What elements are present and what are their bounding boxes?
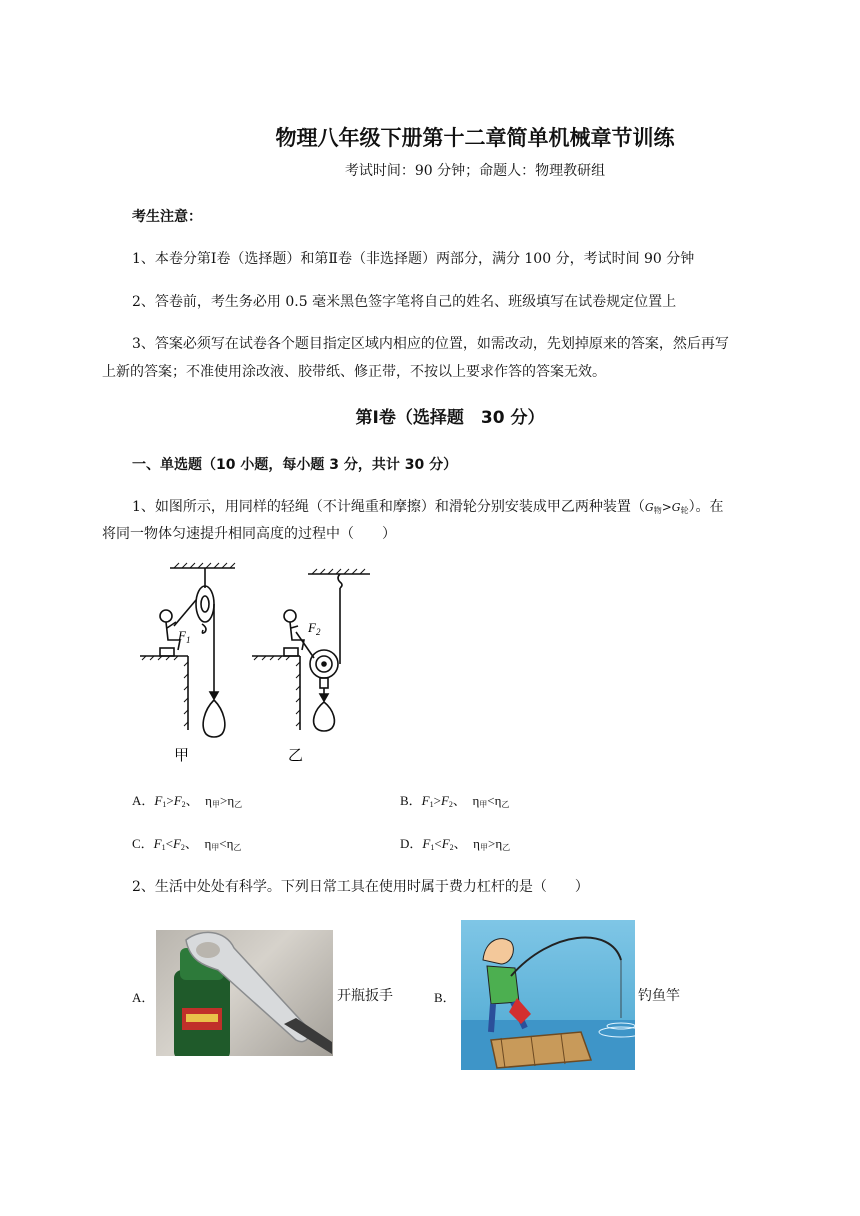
q1-option-a[interactable]: A．$F_1>F_2$、 $\eta_甲>\eta_乙$ xyxy=(132,793,243,809)
weight-jia xyxy=(203,700,225,737)
q2-option-b-letter[interactable]: B． xyxy=(434,990,456,1005)
person-jia xyxy=(160,610,172,622)
q2-option-a-letter[interactable]: A． xyxy=(132,990,155,1005)
notice-heading: 考生注意： xyxy=(132,209,202,225)
pulley-figure xyxy=(130,560,390,770)
section-title: 第Ⅰ卷（选择题 30 分） xyxy=(355,408,545,428)
notice-item-3-cont: 上新的答案；不准使用涂改液、胶带纸、修正带，不按以上要求作答的答案无效。 xyxy=(102,364,606,380)
fixed-pulley-jia xyxy=(196,586,214,622)
part-heading: 一、单选题（10 小题，每小题 3 分，共计 30 分） xyxy=(132,457,458,473)
q1-option-b[interactable]: B．$F_1>F_2$、 $\eta_甲<\eta_乙$ xyxy=(400,793,510,809)
bottle-opener-image xyxy=(156,930,333,1056)
person-yi xyxy=(284,610,296,622)
notice-item-3: 3、答案必须写在试卷各个题目指定区域内相应的位置，如需改动，先划掉原来的答案，然后再写 xyxy=(132,336,729,352)
notice-item-2: 2、答卷前，考生务必用 0.5 毫米黑色签字笔将自己的姓名、班级填写在试卷规定位置上 xyxy=(132,294,677,310)
weight-yi xyxy=(314,702,335,731)
q1-option-d[interactable]: D．$F_1<F_2$、 $\eta_甲>\eta_乙$ xyxy=(400,836,511,852)
q2-option-b-label: 钓鱼竿 xyxy=(638,988,680,1004)
fishing-rod-image xyxy=(461,920,635,1070)
q2-option-a-label: 开瓶扳手 xyxy=(337,988,393,1004)
label-f2: $F_2$ xyxy=(308,620,321,637)
q2-stem: 2、生活中处处有科学。下列日常工具在使用时属于费力杠杆的是（ ） xyxy=(132,879,589,895)
label-yi: 乙 xyxy=(288,746,304,764)
label-jia: 甲 xyxy=(174,746,190,764)
notice-item-1: 1、本卷分第Ⅰ卷（选择题）和第Ⅱ卷（非选择题）两部分，满分 100 分，考试时间 90 分钟 xyxy=(132,251,695,267)
label-f1: $F_1$ xyxy=(178,628,191,645)
exam-info: 考试时间：90 分钟；命题人：物理教研组 xyxy=(344,163,606,179)
page-title: 物理八年级下册第十二章简单机械章节训练 xyxy=(275,126,675,150)
q1-stem-line1: 1、如图所示，用同样的轻绳（不计绳重和摩擦）和滑轮分别安装成甲乙两种装置$(G_物>G_轮)$。在 xyxy=(132,499,724,515)
q1-stem-line2: 将同一物体匀速提升相同高度的过程中（ ） xyxy=(102,526,396,542)
q1-option-c[interactable]: C．$F_1<F_2$、 $\eta_甲<\eta_乙$ xyxy=(132,836,242,852)
